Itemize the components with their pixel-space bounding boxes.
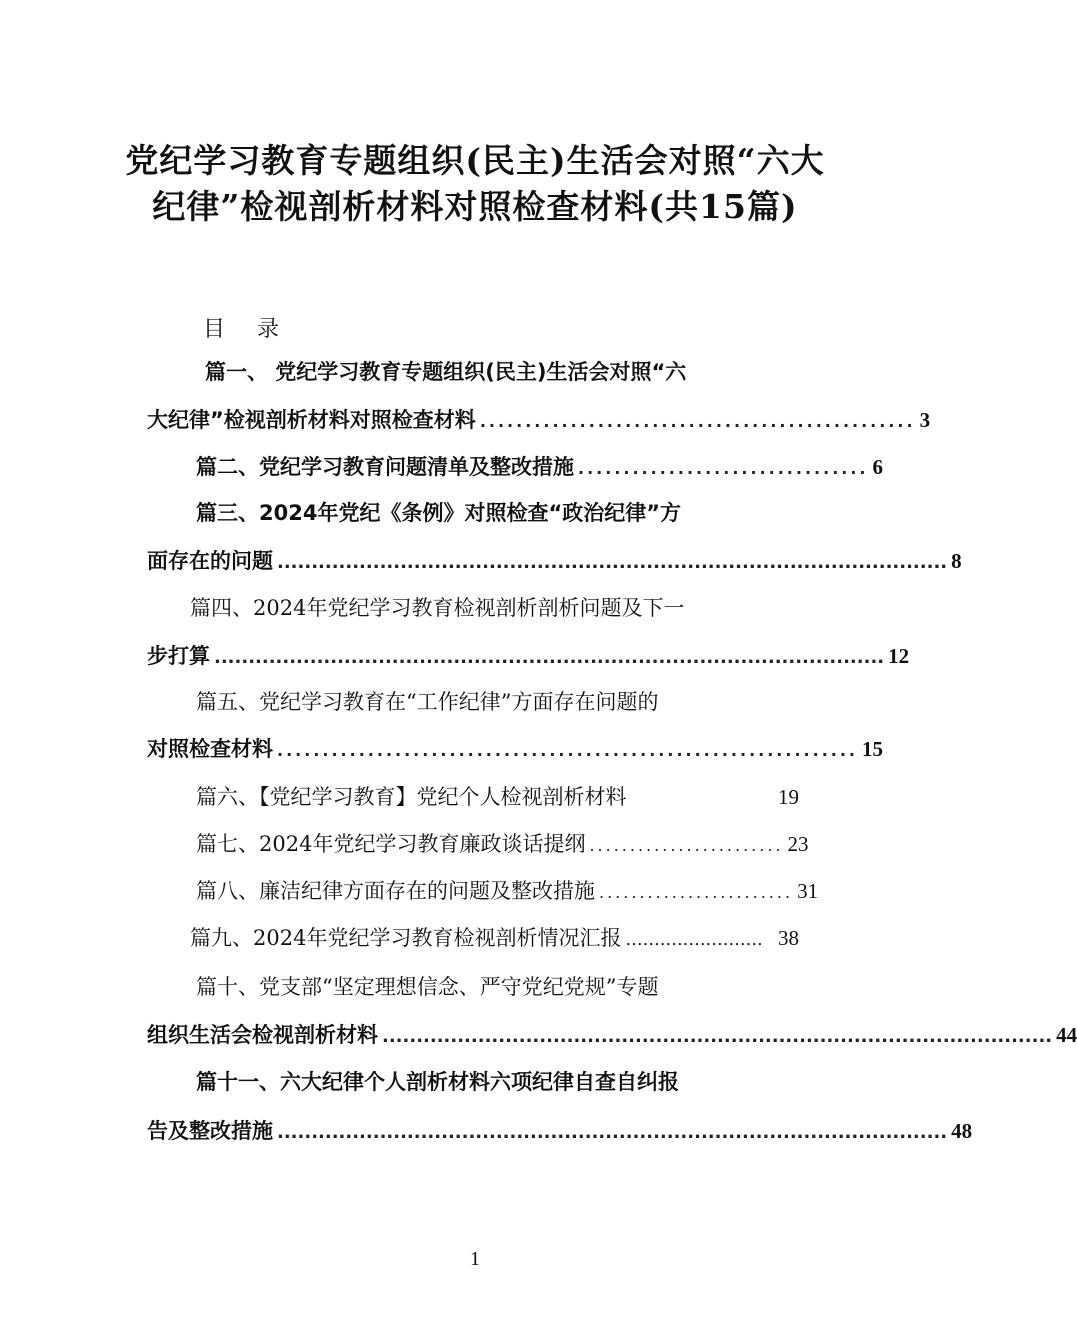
toc-entry-4-line1[interactable] (190, 593, 799, 623)
toc-entry-1-text-2: 大纪律”检视剖析材料对照检查材料 (147, 408, 476, 432)
toc-entry-3-page: 8 (951, 549, 962, 573)
toc-entry-6-page: 19 (778, 785, 799, 809)
toc-entry-7-page: 23 (787, 832, 809, 856)
toc-heading (203, 312, 281, 343)
toc-leader-dots: ................................ (578, 459, 869, 478)
toc-entry-9-page: 38 (778, 926, 799, 950)
page-number: 1 (470, 1248, 480, 1270)
toc-entry-1-page: 3 (919, 408, 931, 432)
toc-entry-7[interactable] (196, 829, 809, 859)
document-title: 党纪学习教育专题组织(民主)生活会对照“六大纪律”检视剖析材料对照检查材料(共15篇) (125, 141, 825, 226)
toc-entry-2[interactable] (196, 452, 883, 482)
toc-entry-10-page: 44 (1056, 1023, 1077, 1047)
toc-entry-1-text-1: 篇一、 党纪学习教育专题组织(民主)生活会对照“六 (205, 360, 687, 384)
toc-leader-dots: .................................................................................................. (277, 1122, 948, 1143)
toc-entry-8-page: 31 (797, 879, 819, 903)
toc-heading-part1: 目 (203, 317, 228, 342)
toc-entry-7-text: 篇七、2024年党纪学习教育廉政谈话提纲 (196, 832, 586, 856)
toc-entry-6-text: 篇六、【党纪学习教育】党纪个人检视剖析材料 (196, 785, 627, 809)
toc-entry-11-line1[interactable] (196, 1067, 799, 1097)
toc-entry-3-text-1: 篇三、2024年党纪《条例》对照检查“政治纪律”方 (196, 501, 682, 525)
toc-entry-3-line1[interactable] (196, 498, 799, 528)
toc-leader-dots: .................................................................................................. (277, 552, 948, 573)
toc-entry-4-text-1: 篇四、2024年党纪学习教育检视剖析剖析问题及下一 (190, 596, 685, 620)
toc-leader-dots: ................................................ (479, 412, 916, 431)
toc-leader-dots: .................................................................................................. (214, 647, 885, 668)
toc-leader-dots: ........................ (589, 836, 784, 855)
toc-entry-1-line1[interactable] (205, 357, 808, 387)
toc-entry-11-text-1: 篇十一、六大纪律个人剖析材料六项纪律自查自纠报 (196, 1070, 679, 1094)
toc-entry-3-text-2: 面存在的问题 (147, 549, 273, 573)
toc-entry-6[interactable] (196, 782, 799, 812)
toc-entry-4-page: 12 (888, 644, 910, 668)
toc-entry-5-line2[interactable] (147, 734, 883, 764)
toc-entry-5-text-2: 对照检查材料 (147, 737, 273, 761)
toc-entry-10-text-1: 篇十、党支部“坚定理想信念、严守党纪党规”专题 (196, 975, 659, 999)
toc-heading-part2: 录 (257, 317, 282, 342)
toc-entry-10-text-2: 组织生活会检视剖析材料 (147, 1023, 378, 1047)
toc-entry-11-page: 48 (951, 1119, 973, 1143)
toc-entry-2-page: 6 (872, 455, 883, 479)
toc-leader-dots: ........................ (599, 883, 794, 902)
toc-entry-5-text-1: 篇五、党纪学习教育在“工作纪律”方面存在问题的 (196, 690, 659, 714)
toc-entry-9[interactable] (190, 923, 799, 953)
toc-entry-1-line2[interactable] (147, 405, 931, 435)
toc-entry-11-line2[interactable] (147, 1116, 973, 1146)
toc-entry-11-text-2: 告及整改措施 (147, 1119, 273, 1143)
toc-entry-3-line2[interactable] (147, 546, 962, 576)
toc-leader-dots: ................................................................ (277, 741, 858, 760)
toc-leader-dots: .................................................................................................. (382, 1026, 1053, 1047)
toc-entry-8-text: 篇八、廉洁纪律方面存在的问题及整改措施 (196, 879, 595, 903)
toc-entry-5-page: 15 (862, 737, 883, 761)
toc-leader-dots: ........................ (625, 929, 763, 950)
toc-entry-10-line2[interactable] (147, 1020, 1077, 1050)
toc-entry-8[interactable] (196, 876, 819, 906)
toc-entry-5-line1[interactable] (196, 687, 799, 717)
toc-entry-4-text-2: 步打算 (147, 644, 210, 668)
toc-entry-9-text: 篇九、2024年党纪学习教育检视剖析情况汇报 (190, 926, 622, 950)
toc-entry-10-line1[interactable] (196, 972, 799, 1002)
toc-entry-2-text: 篇二、党纪学习教育问题清单及整改措施 (196, 455, 574, 479)
toc-entry-4-line2[interactable] (147, 641, 910, 671)
